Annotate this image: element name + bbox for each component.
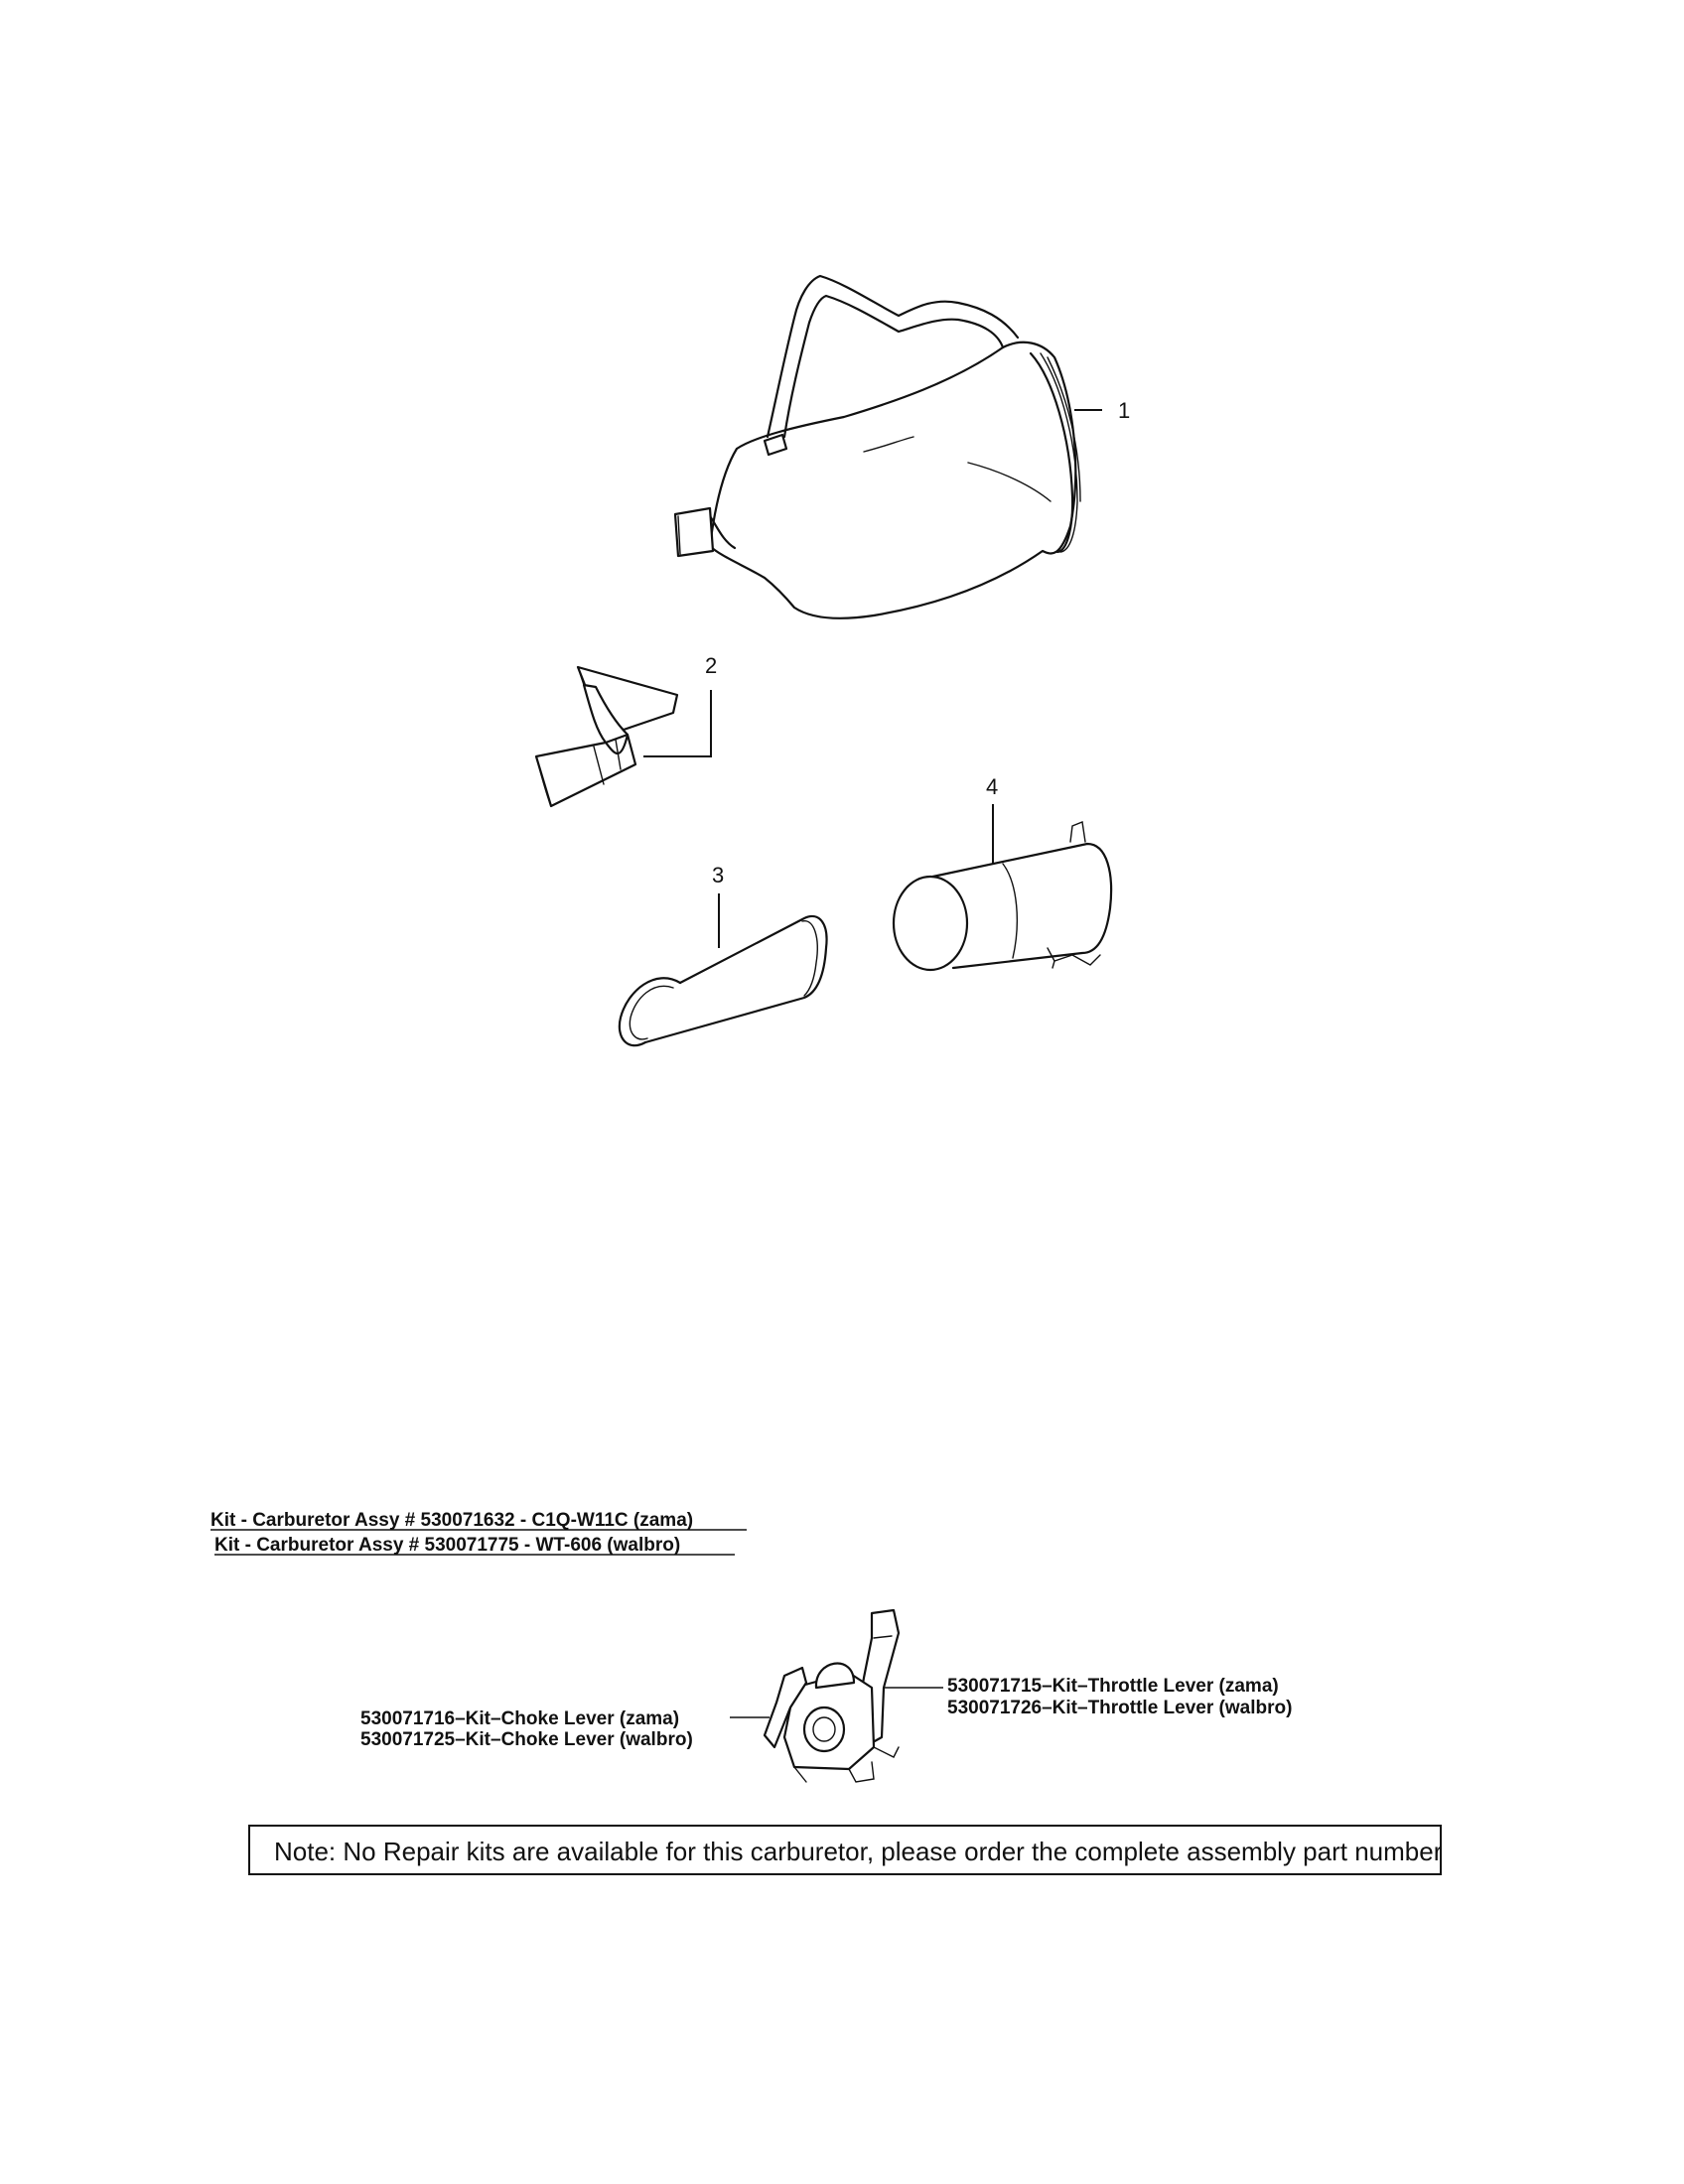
callout-3: 3	[712, 863, 725, 887]
callout-4: 4	[986, 774, 999, 799]
callout-1: 1	[1118, 398, 1131, 423]
note-box	[248, 1825, 1442, 1875]
vacuum-bag-illustration	[675, 276, 1080, 618]
choke-lever-walbro-label: 530071725–Kit–Choke Lever (walbro)	[360, 1729, 693, 1750]
cylinder-illustration	[894, 822, 1111, 970]
callout-2: 2	[705, 653, 718, 678]
choke-lever-zama-label: 530071716–Kit–Choke Lever (zama)	[360, 1708, 680, 1729]
throttle-lever-zama-label: 530071715–Kit–Throttle Lever (zama)	[947, 1676, 1279, 1697]
carburetor-illustration	[765, 1610, 899, 1782]
carburetor-kit-zama-title: Kit - Carburetor Assy # 530071632 - C1Q-W11C (zama)	[210, 1510, 694, 1531]
throttle-lever-walbro-label: 530071726–Kit–Throttle Lever (walbro)	[947, 1698, 1293, 1718]
carburetor-kit-walbro-title: Kit - Carburetor Assy # 530071775 - WT-606 (walbro)	[214, 1535, 681, 1556]
tube-illustration	[620, 916, 827, 1045]
elbow-adapter-illustration	[536, 667, 677, 806]
note-text: Note: No Repair kits are available for this carburetor, please order the complete assembly part number	[274, 1837, 1443, 1866]
